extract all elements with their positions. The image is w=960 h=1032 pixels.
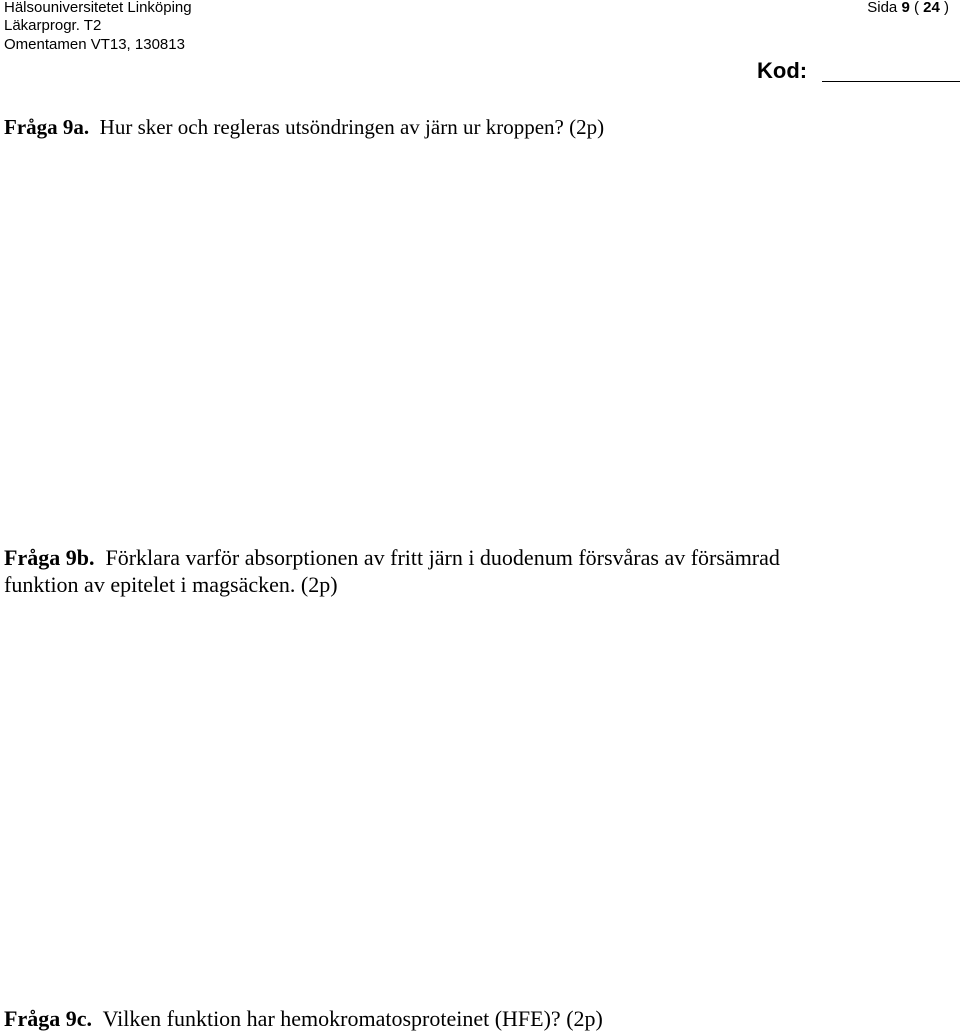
question-text: Hur sker och regleras utsöndringen av järn ur kroppen? (2p) <box>99 115 605 139</box>
code-label: Kod: <box>757 58 808 83</box>
question-9a <box>4 114 604 141</box>
header-exam: Omentamen VT13, 130813 <box>4 36 185 53</box>
page-number <box>867 0 949 17</box>
header-program: Läkarprogr. T2 <box>4 17 102 34</box>
question-text: Vilken funktion har hemokromatosproteinet (HFE)? (2p) <box>102 1006 603 1031</box>
question-label: Fråga 9a. <box>4 115 90 139</box>
code-input-line[interactable] <box>822 81 960 82</box>
page-close-paren: ) <box>944 0 949 16</box>
page-prefix: Sida <box>867 0 898 16</box>
page-open-paren: ( <box>913 0 919 16</box>
question-9c <box>4 1005 603 1032</box>
question-text: Förklara varför absorptionen av fritt järn i duodenum försvåras av försämrad <box>105 545 780 570</box>
page-current: 9 <box>901 0 910 16</box>
question-label: Fråga 9b. <box>4 545 95 570</box>
page-total: 24 <box>923 0 940 16</box>
question-text-continuation: funktion av epitelet i magsäcken. (2p) <box>4 572 338 597</box>
question-9b <box>4 544 780 598</box>
header-institution: Hälsouniversitetet Linköping <box>4 0 192 16</box>
question-label: Fråga 9c. <box>4 1006 92 1031</box>
